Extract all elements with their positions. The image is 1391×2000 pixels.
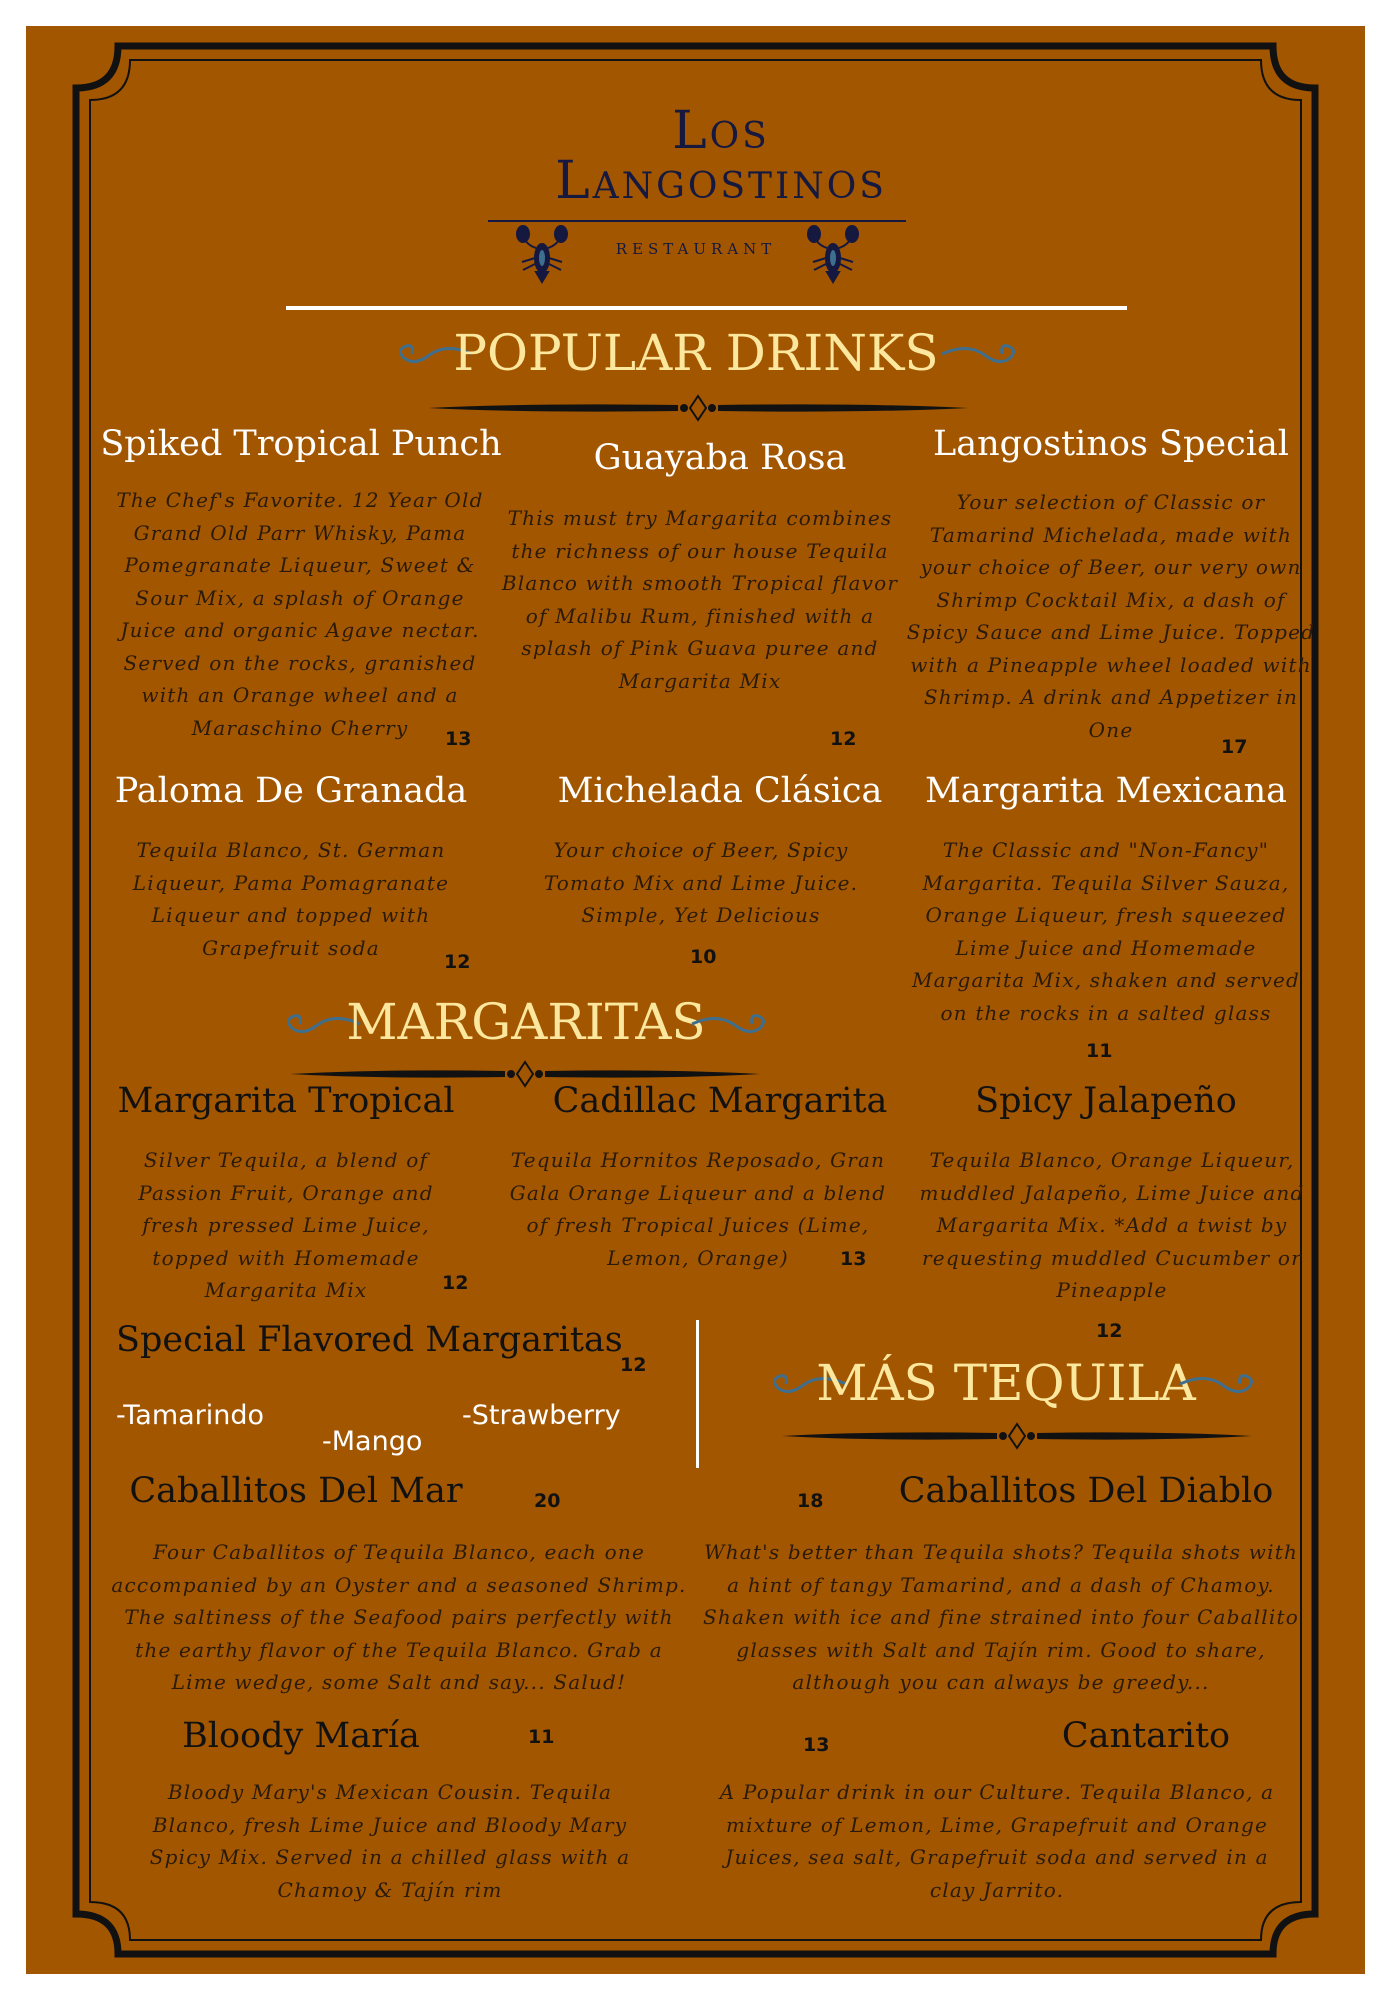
drink-title-bloody-maria: Bloody María xyxy=(182,1716,420,1756)
swirl-right-icon xyxy=(938,334,1028,368)
brand-name-line2: Langostinos xyxy=(555,151,887,211)
drink-title-caballitos-del-mar: Caballitos Del Mar xyxy=(129,1471,463,1511)
ornament-divider xyxy=(782,1422,1252,1450)
drink-desc-paloma-de-granada: Tequila Blanco, St. German Liqueur, Pama Pomagranate Liqueur and topped with Grapefruit soda xyxy=(132,838,450,960)
drink-desc-spicy-jalapeno: Tequila Blanco, Orange Liqueur, muddled Jalapeño, Lime Juice and Margarita Mix. *Add a twist by requesting muddled Cucumber or Pineapple xyxy=(919,1148,1305,1302)
drink-price-cantarito: 13 xyxy=(803,1734,830,1756)
drink-price-langostinos-special: 17 xyxy=(1221,736,1248,758)
drink-title-paloma-de-granada: Paloma De Granada xyxy=(114,771,468,811)
drink-price-margarita-mexicana: 11 xyxy=(1086,1040,1113,1062)
section-heading-mas-tequila: MÁS TEQUILA xyxy=(816,1354,1196,1412)
drink-desc-bloody-maria: Bloody Mary's Mexican Cousin. Tequila Blanco, fresh Lime Juice and Bloody Mary Spicy Mix. Served in a chilled glass with a Chamoy & Tajín rim xyxy=(149,1780,631,1902)
swirl-right-icon xyxy=(1176,1364,1266,1398)
header-divider xyxy=(286,306,1127,310)
drink-price-spicy-jalapeno: 12 xyxy=(1096,1320,1123,1342)
swirl-right-icon xyxy=(688,1004,778,1038)
flavor-item: -Strawberry xyxy=(462,1400,621,1431)
brand-rule xyxy=(488,220,906,222)
drink-desc-margarita-tropical: Silver Tequila, a blend of Passion Fruit, Orange and fresh pressed Lime Juice, topped with Homemade Margarita Mix xyxy=(138,1148,434,1302)
drink-price-paloma-de-granada: 12 xyxy=(444,951,471,973)
drink-price-cadillac-margarita: 13 xyxy=(840,1248,867,1270)
drink-title-margarita-tropical: Margarita Tropical xyxy=(117,1081,455,1121)
drink-title-spicy-jalapeno: Spicy Jalapeño xyxy=(975,1081,1237,1121)
drink-price-michelada-clasica: 10 xyxy=(690,946,717,968)
drink-title-margarita-mexicana: Margarita Mexicana xyxy=(924,771,1288,811)
menu-sheet xyxy=(26,26,1365,1974)
drink-title-cantarito: Cantarito xyxy=(1061,1716,1231,1756)
drink-price-spiked-tropical-punch: 13 xyxy=(445,728,472,750)
drink-price-caballitos-del-diablo: 18 xyxy=(797,1490,824,1512)
flavor-item: -Mango xyxy=(322,1426,423,1457)
drink-price-guayaba-rosa: 12 xyxy=(830,728,857,750)
column-separator xyxy=(696,1320,699,1468)
lobster-icon xyxy=(514,224,570,284)
drink-title-spiked-tropical-punch: Spiked Tropical Punch xyxy=(100,424,502,464)
drink-title-cadillac-margarita: Cadillac Margarita xyxy=(552,1081,888,1121)
drink-desc-langostinos-special: Your selection of Classic or Tamarind Michelada, made with your choice of Beer, our very own Shrimp Cocktail Mix, a dash of Spicy Sauce and Lime Juice. Topped with a Pineapple wheel loaded with Shrimp. A drink and Appetizer in One xyxy=(906,490,1316,742)
drink-desc-spiked-tropical-punch: The Chef's Favorite. 12 Year Old Grand Old Parr Whisky, Pama Pomegranate Liqueur, Sweet & Sour Mix, a splash of Orange Juice and organic Agave nectar. Served on the rocks, granished with an Orange wheel and a Maraschino Cherry xyxy=(116,488,484,740)
drink-price-special-flavored: 12 xyxy=(620,1354,647,1376)
drink-desc-guayaba-rosa: This must try Margarita combines the richness of our house Tequila Blanco with smooth Tropical flavor of Malibu Rum, finished with a splash of Pink Guava puree and Margarita Mix xyxy=(501,506,899,693)
drink-desc-cantarito: A Popular drink in our Culture. Tequila Blanco, a mixture of Lemon, Lime, Grapefruit and Orange Juices, sea salt, Grapefruit soda and served in a clay Jarrito. xyxy=(719,1780,1275,1902)
brand-subtitle: RESTAURANT xyxy=(615,240,777,258)
drink-price-margarita-tropical: 12 xyxy=(442,1272,469,1294)
brand-name-line1: Los xyxy=(672,101,770,161)
section-heading-popular: POPULAR DRINKS xyxy=(453,324,939,382)
drink-desc-cadillac-margarita: Tequila Hornitos Reposado, Gran Gala Orange Liqueur and a blend of fresh Tropical Juices (Lime, Lemon, Orange) xyxy=(509,1148,887,1270)
drink-price-bloody-maria: 11 xyxy=(528,1726,555,1748)
drink-title-michelada-clasica: Michelada Clásica xyxy=(557,771,883,811)
drink-title-special-flavored: Special Flavored Margaritas xyxy=(116,1320,623,1360)
drink-desc-michelada-clasica: Your choice of Beer, Spicy Tomato Mix and Lime Juice. Simple, Yet Delicious xyxy=(543,838,859,927)
drink-title-caballitos-del-diablo: Caballitos Del Diablo xyxy=(898,1471,1274,1511)
flavor-item: -Tamarindo xyxy=(116,1400,265,1431)
section-heading-margaritas: MARGARITAS xyxy=(346,993,706,1051)
lobster-icon xyxy=(805,224,861,284)
drink-desc-margarita-mexicana: The Classic and "Non-Fancy" Margarita. Tequila Silver Sauza, Orange Liqueur, fresh squeezed Lime Juice and Homemade Margarita Mix, shaken and served on the rocks in a salted glass xyxy=(911,838,1301,1025)
drink-title-guayaba-rosa: Guayaba Rosa xyxy=(593,438,847,478)
drink-price-caballitos-del-mar: 20 xyxy=(534,1490,561,1512)
drink-desc-caballitos-del-diablo: What's better than Tequila shots? Tequila shots with a hint of tangy Tamarind, and a dash of Chamoy. Shaken with ice and fine strained into four Caballito glasses with Salt and Tajín rim. Good to share, although you can always be greedy... xyxy=(703,1540,1299,1694)
drink-desc-caballitos-del-mar: Four Caballitos of Tequila Blanco, each one accompanied by an Oyster and a seasoned Shrimp. The saltiness of the Seafood pairs perfectly with the earthy flavor of the Tequila Blanco. Grab a Lime wedge, some Salt and say... Salud! xyxy=(111,1540,687,1694)
drink-title-langostinos-special: Langostinos Special xyxy=(933,424,1289,464)
ornament-divider xyxy=(428,394,968,422)
